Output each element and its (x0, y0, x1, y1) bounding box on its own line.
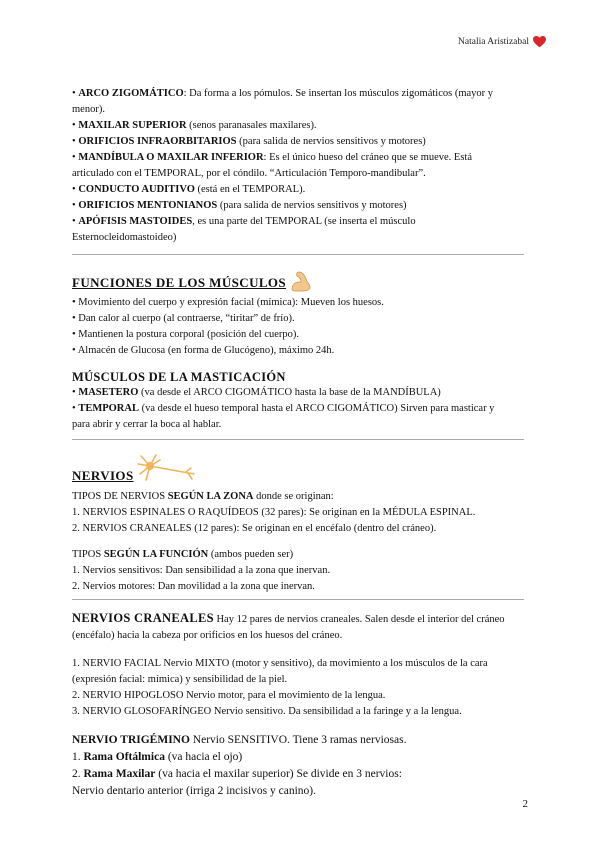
page-content (72, 86, 524, 800)
list-item: • Mantienen la postura corporal (posición del cuerpo). (72, 329, 300, 340)
list-item: • APÓFISIS MASTOIDES, es una parte del TEMPORAL (se inserta el músculo (72, 216, 416, 227)
list-item: 2. Rama Maxilar (va hacia el maxilar superior) Se divide en 3 nervios: (72, 768, 402, 780)
list-item: • TEMPORAL (va desde el hueso temporal hasta el ARCO CIGOMÁTICO) Sirven para masticar y (72, 403, 495, 414)
list-item: 3. NERVIO GLOSOFARÍNGEO Nervio sensitivo. Da sensibilidad a la faringe y a la lengua. (72, 706, 462, 717)
functions-section (72, 269, 524, 359)
cranial-intro-continuation: (encéfalo) hacia la cabeza por orificios en los huesos del cráneo. (72, 630, 343, 641)
mastication-section (72, 369, 524, 433)
section-title: NERVIOS (72, 468, 134, 483)
list-item: • ARCO ZIGOMÁTICO: Da forma a los pómulos. Se insertan los músculos zigomáticos (mayor y (72, 88, 494, 99)
list-item-continuation: menor). (72, 104, 105, 115)
zone-intro: TIPOS DE NERVIOS SEGÚN LA ZONA donde se originan: (72, 491, 334, 502)
page-header (458, 36, 546, 48)
list-item: 2. Nervios motores: Dan movilidad a la zona que inervan. (72, 581, 315, 592)
trigeminal-title: NERVIO TRIGÉMINO Nervio SENSITIVO. Tiene 3 ramas nerviosas. (72, 734, 407, 746)
list-item: 1. Nervios sensitivos: Dan sensibilidad a la zona que inervan. (72, 565, 331, 576)
flexed-arm-icon (289, 269, 313, 293)
list-item-continuation: (expresión facial: mímica) y sensibilidad de la piel. (72, 674, 288, 685)
list-item: • Almacén de Glucosa (en forma de Glucógeno), máximo 24h. (72, 345, 335, 356)
list-item: 1. Rama Oftálmica (va hacia el ojo) (72, 751, 243, 763)
list-item-continuation: Esternocleidomastoideo) (72, 232, 177, 243)
list-item-continuation: para abrir y cerrar la boca al hablar. (72, 419, 222, 430)
section-title: FUNCIONES DE LOS MÚSCULOS (72, 275, 287, 290)
list-item: 2. NERVIOS CRANEALES (12 pares): Se originan en el encéfalo (dentro del cráneo). (72, 523, 437, 534)
page-number: 2 (522, 798, 528, 810)
neuron-icon (136, 452, 196, 486)
cranial-nerves-section (72, 610, 524, 720)
list-item: • MANDÍBULA O MAXILAR INFERIOR: Es el único hueso del cráneo que se mueve. Está (72, 152, 473, 163)
list-item: 2. NERVIO HIPOGLOSO Nervio motor, para el movimiento de la lengua. (72, 690, 386, 701)
list-item: 1. NERVIO FACIAL Nervio MIXTO (motor y sensitivo), da movimiento a los músculos de la cara (72, 658, 488, 669)
nerves-section (72, 452, 524, 595)
trigeminal-section (72, 732, 524, 800)
list-item: • CONDUCTO AUDITIVO (está en el TEMPORAL). (72, 184, 306, 195)
cranial-intro: NERVIOS CRANEALES Hay 12 pares de nervios craneales. Salen desde el interior del cráneo (72, 611, 505, 625)
list-item: • Dan calor al cuerpo (al contraerse, “tiritar” de frío). (72, 313, 295, 324)
section-title: MÚSCULOS DE LA MASTICACIÓN (72, 370, 286, 384)
heart-icon (533, 36, 546, 48)
author-name: Natalia Aristizabal (458, 37, 529, 47)
list-item: • Movimiento del cuerpo y expresión facial (mímica): Mueven los huesos. (72, 297, 384, 308)
list-item: • ORIFICIOS MENTONIANOS (para salida de nervios sensitivos y motores) (72, 200, 407, 211)
list-item-continuation: Nervio dentario anterior (irriga 2 incisivos y canino). (72, 785, 316, 797)
bones-list (72, 86, 524, 246)
function-intro: TIPOS SEGÚN LA FUNCIÓN (ambos pueden ser) (72, 549, 294, 560)
list-item: • MASETERO (va desde el ARCO CIGOMÁTICO hasta la base de la MANDÍBULA) (72, 387, 441, 398)
list-item-continuation: articulado con el TEMPORAL, por el cóndilo. “Articulación Temporo-mandibular”. (72, 168, 426, 179)
list-item: 1. NERVIOS ESPINALES O RAQUÍDEOS (32 pares): Se originan en la MÉDULA ESPINAL. (72, 507, 476, 518)
list-item: • MAXILAR SUPERIOR (senos paranasales maxilares). (72, 120, 317, 131)
list-item: • ORIFICIOS INFRAORBITARIOS (para salida de nervios sensitivos y motores) (72, 136, 426, 147)
